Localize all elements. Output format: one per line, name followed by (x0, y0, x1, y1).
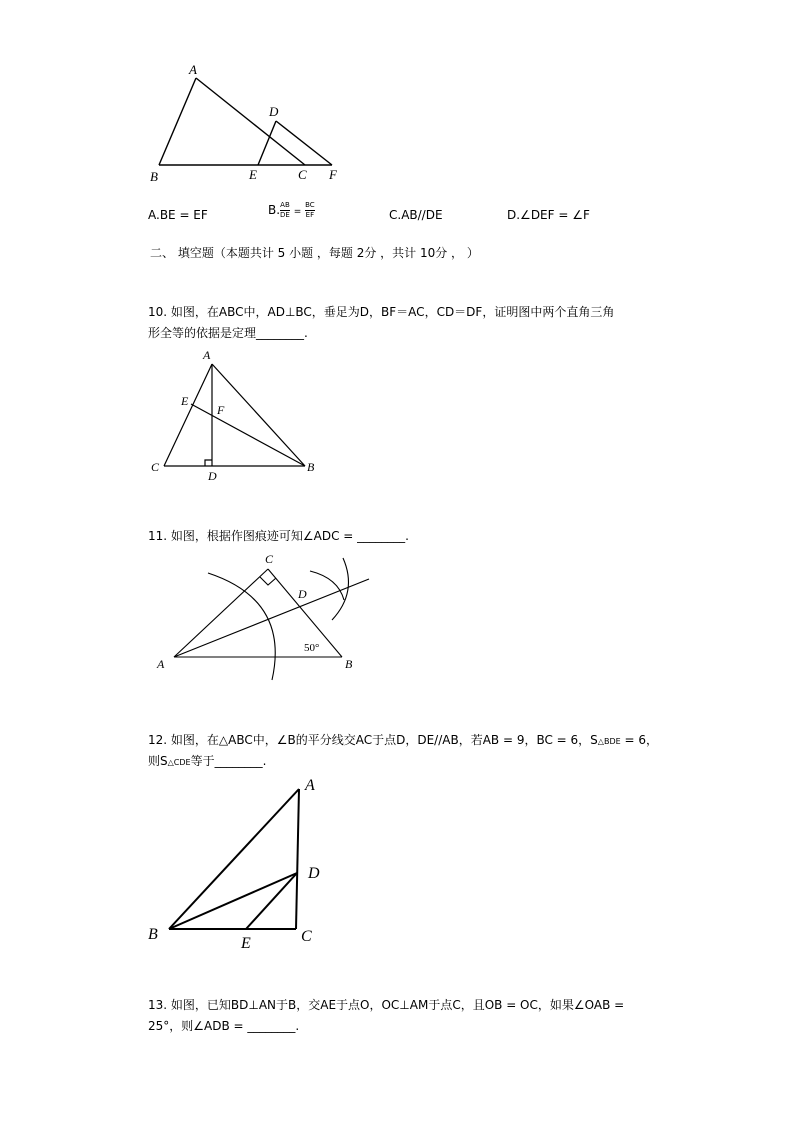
q11-text: 11. 如图，根据作图痕迹可知∠ADC = ________. (148, 529, 409, 543)
q9-label-a: A (189, 62, 197, 77)
q9-option-c[interactable]: C.AB//DE (389, 208, 443, 222)
q11-label-a: A (157, 657, 165, 671)
q12-line2-sub: △CDE (167, 758, 191, 767)
q9-label-d: D (269, 104, 279, 119)
q10-label-d: D (208, 469, 217, 483)
q9-figure (140, 55, 360, 190)
q12-figure (140, 770, 330, 955)
q13-text-line1: 13. 如图，已知BD⊥AN于B，交AE于点O，OC⊥AM于点C，且OB = OC，如果∠OAB = (148, 998, 625, 1012)
q12-line1-sub: △BDE (597, 737, 621, 746)
q9-option-b-prefix: B. (268, 203, 281, 217)
q11-label-c: C (265, 552, 274, 566)
q10-label-e: E (181, 394, 189, 408)
q12-label-d: D (308, 865, 320, 882)
q11-figure (150, 548, 380, 683)
q11-label-b: B (345, 657, 353, 671)
q12-label-a: A (305, 777, 315, 794)
q9-option-d[interactable]: D.∠DEF = ∠F (507, 208, 590, 222)
q9-label-e: E (249, 167, 257, 182)
q9-label-b: B (150, 169, 158, 184)
q12-text-line1 (148, 732, 658, 750)
q10-label-a: A (203, 348, 211, 362)
q9-option-b-eq: = (293, 207, 302, 217)
q12-label-b: B (148, 926, 158, 943)
q10-label-c: C (151, 460, 160, 474)
q12-line1-a: 12. 如图，在△ABC中，∠B的平分线交AC于点D，DE//AB，若AB = 9，BC = 6，S (148, 733, 598, 747)
q12-line2-a: 则S (148, 754, 168, 768)
q12-label-e: E (241, 935, 251, 952)
q10-label-b: B (307, 460, 315, 474)
q9-label-c: C (298, 167, 307, 182)
q10-text-line1: 10. 如图，在ABC中，AD⊥BC，垂足为D，BF＝AC，CD＝DF，证明图中两个直角三角 (148, 305, 615, 319)
q9-label-f: F (329, 167, 337, 182)
q9-option-b-frac2: $\frac{BC}{EF}$ (305, 201, 315, 219)
q13-text-line2: 25°，则∠ADB = ________. (148, 1019, 300, 1033)
q9-option-a[interactable]: A.BE = EF (148, 208, 208, 222)
q10-text-line2: 形全等的依据是定理________. (148, 326, 308, 340)
q10-figure (145, 345, 330, 485)
section2-title: 二、 填空题（本题共计 5 小题 ，每题 2分 ，共计 10分 ， ） (150, 246, 479, 260)
q11-angle-label: 50° (304, 642, 320, 654)
q12-line2-b: 等于________. (190, 754, 267, 768)
q12-line1-b: = 6， (620, 733, 658, 747)
q12-text-line2 (148, 753, 266, 771)
q10-label-f: F (217, 403, 225, 417)
q9-option-b-frac1: $\frac{AB}{DE}$ (280, 201, 290, 219)
q12-label-c: C (301, 928, 312, 945)
q11-label-d: D (298, 587, 307, 601)
q9-option-b[interactable] (268, 201, 315, 220)
